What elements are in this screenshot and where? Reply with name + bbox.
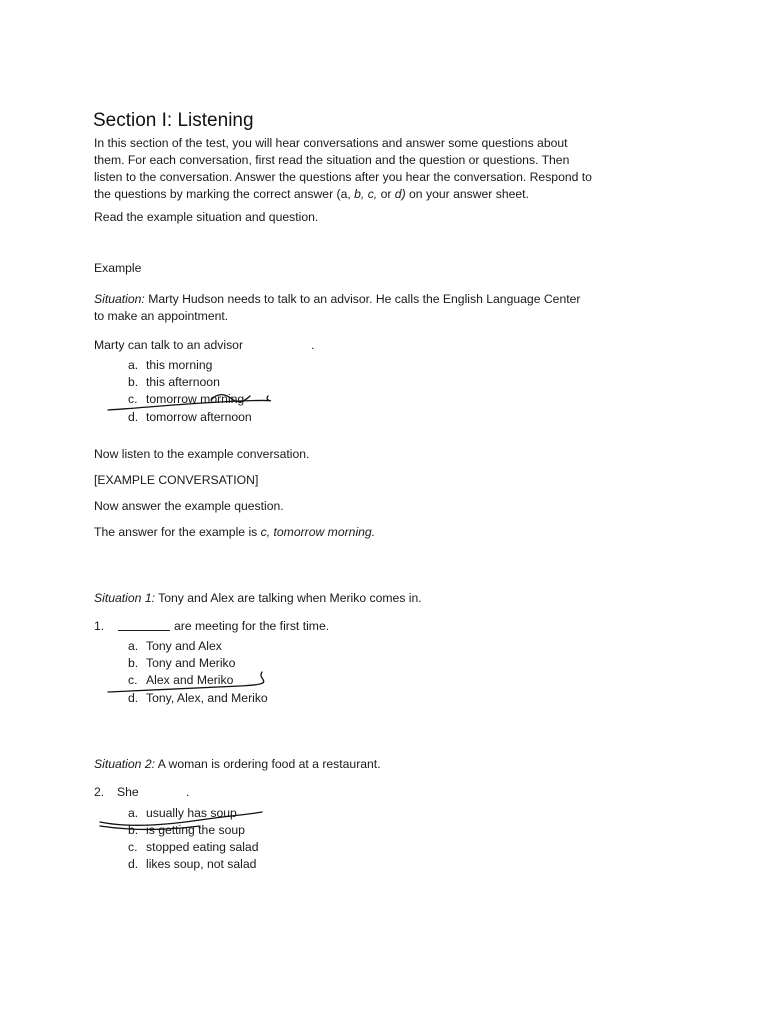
q1-option-a-letter: a. <box>128 639 139 653</box>
question-2-text: She <box>117 785 139 799</box>
q2-option-a-text: usually has soup <box>146 806 237 820</box>
q1-option-b-text: Tony and Meriko <box>146 656 236 670</box>
example-listen-text: Now listen to the example conversation. <box>94 447 310 461</box>
example-situation-line-1 <box>94 293 580 305</box>
example-option-a-letter: a. <box>128 358 139 372</box>
example-option-b-letter: b. <box>128 375 139 389</box>
intro-line-4-tail: on your answer sheet. <box>405 187 529 201</box>
example-option-d-letter: d. <box>128 410 139 424</box>
example-option-a-text: this morning <box>146 358 213 372</box>
example-question-stem: Marty can talk to an advisor <box>94 338 244 352</box>
question-2-end: . <box>186 785 190 799</box>
q2-option-b-letter: b. <box>128 823 139 837</box>
example-answer-line <box>94 526 375 538</box>
intro-choice-c: c, <box>367 187 378 201</box>
q1-option-d-text: Tony, Alex, and Meriko <box>146 691 268 705</box>
q2-option-d-letter: d. <box>128 857 139 871</box>
example-answer-prompt: Now answer the example question. <box>94 499 284 513</box>
situation-1-text: Tony and Alex are talking when Meriko comes in. <box>154 591 422 605</box>
example-answer-prefix: The answer for the example is <box>94 525 261 539</box>
intro-choice-b: b, <box>354 187 365 201</box>
example-answer-value: c, tomorrow morning. <box>260 525 376 539</box>
intro-or: or <box>377 187 395 201</box>
example-option-c-text: tomorrow morning <box>146 392 245 406</box>
situation-2-line <box>94 758 381 770</box>
intro-line-1: In this section of the test, you will hear conversations and answer some questions about <box>94 136 568 150</box>
intro-line-3: listen to the conversation. Answer the questions after you hear the conversation. Respond to <box>94 170 592 184</box>
q1-option-d-letter: d. <box>128 691 139 705</box>
intro-line-4-lead: the questions by marking the correct answer ( <box>94 187 341 201</box>
q1-option-a-text: Tony and Alex <box>146 639 222 653</box>
read-example-text: Read the example situation and question. <box>94 210 319 224</box>
q1-option-c-letter: c. <box>128 673 138 687</box>
situation-label: Situation: <box>94 292 145 306</box>
situation-2-text: A woman is ordering food at a restaurant. <box>154 757 381 771</box>
q1-option-c-text: Alex and Meriko <box>146 673 234 687</box>
q2-option-b-text: is getting the soup <box>146 823 245 837</box>
example-option-d-text: tomorrow afternoon <box>146 410 252 424</box>
q1-option-b-letter: b. <box>128 656 139 670</box>
example-heading: Example <box>94 261 142 275</box>
question-1-blank <box>118 630 170 631</box>
q2-option-c-letter: c. <box>128 840 138 854</box>
q2-option-c-text: stopped eating salad <box>146 840 259 854</box>
situation-1-line <box>94 592 422 604</box>
example-situation-line-2: to make an appointment. <box>94 309 229 323</box>
example-situation-text: Marty Hudson needs to talk to an advisor. He calls the English Language Center <box>144 292 581 306</box>
q2-option-a-letter: a. <box>128 806 139 820</box>
intro-choice-d: d) <box>394 187 406 201</box>
example-conversation-text: [EXAMPLE CONVERSATION] <box>94 473 259 487</box>
question-2-number: 2. <box>94 785 105 799</box>
example-question-end: . <box>311 338 315 352</box>
intro-choice-a: a, <box>340 187 351 201</box>
situation-1-label: Situation 1: <box>94 591 155 605</box>
question-1-text: are meeting for the first time. <box>174 619 330 633</box>
question-1-number: 1. <box>94 619 105 633</box>
intro-line-4 <box>94 188 529 200</box>
example-option-b-text: this afternoon <box>146 375 220 389</box>
q2-option-d-text: likes soup, not salad <box>146 857 257 871</box>
intro-line-2: them. For each conversation, first read the situation and the question or questions. Then <box>94 153 570 167</box>
example-option-c-letter: c. <box>128 392 138 406</box>
situation-2-label: Situation 2: <box>94 757 155 771</box>
section-title: Section I: Listening <box>93 110 254 131</box>
